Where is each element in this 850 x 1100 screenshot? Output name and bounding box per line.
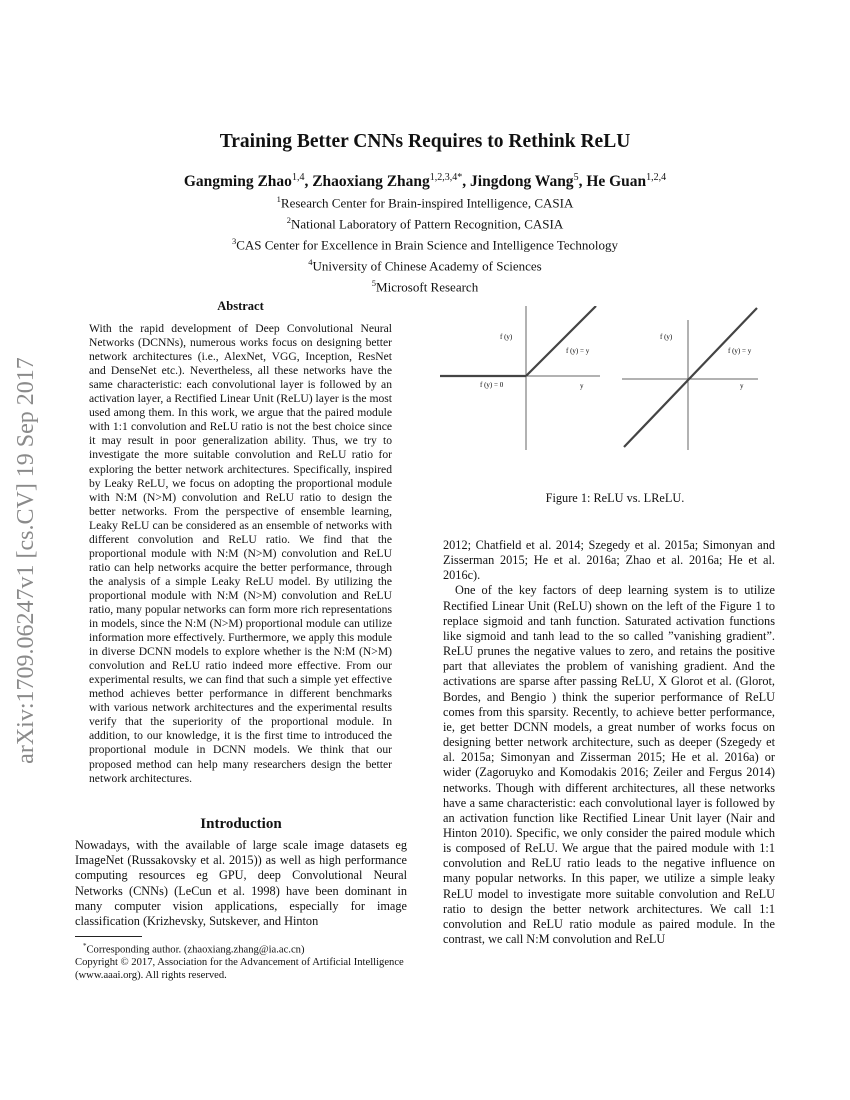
footnote [75,940,409,983]
lrelu-line [624,308,757,447]
abstract-body: With the rapid development of Deep Convolutional Neural Networks (DCNNs), numerous works focus on designing better network architectures (i.e., AlexNet, VGG, Inception, ResNet and DenseNet etc.). Nevertheless, all these networks have the same characteristic: each convolutional layer is followed by an activation layer, a Rectified Linear Unit (ReLU) layer is the most used among them. In this work, we argue that the paired module with 1:1 convolution and ReLU ratio is not the best choice since it may result in poor generalization ability. Thus, we try to investigate the more suitable convolution and ReLU ratio for exploring the better network architectures. Specifically, inspired by Leaky ReLU, we focus on adopting the proportional module with N:M (N>M) convolution and ReLU ratio to design the better networks. From the perspective of ensemble learning, Leaky ReLU can be considered as an ensemble of networks with different convolution and ReLU ratio. We find that the proportional module with N:M (N>M) convolution and ReLU ratio can help networks acquire the better performance, through the analysis of a simple Leaky ReLU model. By utilizing the proportional module with N:M (N>M) convolution and ReLU ratio, many popular networks can form more rich representations in models, since the N:M (N>M) proportional module can utilize information more effectively. Furthermore, we apply this module in diverse DCNN models to explore whether is the N:M (N>M) convolution and ReLU ratio indeed more effective. From our experimental results, we can find that such a simple yet effective method achieves better performance in different benchmarks with various network architectures and the experimental results verify that the superiority of the proportional module. In addition, to our knowledge, it is the first time to introduced the proportional module in DCNN models. We think that our proposed method can help many researchers design the better network architectures. [89,322,392,785]
abstract-heading: Abstract [217,299,264,313]
affiliation-list [0,191,850,296]
author: He Guan$^{1,2,4}$ [586,172,667,191]
figure-caption: Figure 1: ReLU vs. LReLU. [545,491,685,505]
affiliation: $^1$Research Center for Brain-inspired Intelligence, CASIA [276,194,574,211]
abstract-section [89,299,392,786]
copyright-note: Copyright © 2017, Association for the Advancement of Artificial Intelligence (www.aaai.org). All rights reserved. [75,957,404,982]
lrelu-plot [622,308,758,450]
figure-relu-vs-lrelu [440,306,790,506]
author: Zhaoxiang Zhang$^{1,2,3,4*}$, [312,172,471,191]
introduction-paragraph: Nowadays, with the available of large scale image datasets eg ImageNet (Russakovsky et al. 2015)) as well as high performance computing resources eg GPU, deep Convolutional Neural Networks (CNNs) (LeCun et al. 1998) have been dominant in many computer vision applications, especially for image classification (Krizhevsky, Sutskever, and Hinton [75,838,407,929]
lrelu-pos-label: f (y) = y [728,347,752,355]
relu-fy-label: f (y) [500,333,513,341]
footnote-rule [75,936,142,937]
relu-x-label: y [580,382,584,390]
paper-title: Training Better CNNs Requires to Rethink ReLU [219,131,631,152]
affiliation: $^4$University of Chinese Academy of Sciences [308,256,542,274]
lrelu-x-label: y [740,382,744,390]
affiliation: $^5$Microsoft Research [371,277,479,295]
paragraph-citations: 2012; Chatfield et al. 2014; Szegedy et al. 2015a; Simonyan and Zisserman 2015; He et al. 2016a; Zhao et al. 2016a; He et al. 2016c). [443,538,775,583]
author: Gangming Zhao$^{1,4}$, [183,172,313,191]
relu-neg-label: f (y) = 0 [480,381,504,389]
paragraph-relu-motivation: One of the key factors of deep learning system is to utilize Rectified Linear Unit (ReLU) shown on the left of the Figure 1 to replace sigmoid and tanh function. Saturated activation functions like sigmoid and tanh lead to the so called ”vanishing gradient”. ReLU prunes the negative values to zero, and retains the positive part that alleviates the problem of vanishing gradient. And the activations are sparse after passing ReLU, X Glorot et al. (Glorot, Bordes, and Bengio ) think the superior performance of ReLU comes from this sparsity. Recently, to achieve better performance, ie, get better DCNN models, a great number of works focus on designing better network architecture, such as deeper (Szegedy et al. 2015a; Simonyan and Zisserman 2015; He et al. 2016a) or wider (Zagoruyko and Komodakis 2016; Zeiler and Fergus 2014) networks. Though with different architectures, all these networks have a same characteristic: each convolutional layer is followed by an activation function like Rectified Linear Unit layer (Nair and Hinton 2010). Specific, we only consider the paired module which is composed of ReLU. We argue that the paired module with 1:1 convolution and ReLU ratio leads to the negative influence on many popular networks. In this paper, we utilize a simple leaky ReLU model to investigate more suitable convolution and ReLU ratio to design the better network architectures. We call 1:1 convolution and ReLU ratio module as paired module. In the contrast, we call N:M convolution and ReLU [443,583,775,947]
right-column-body [443,538,775,947]
affiliation: $^2$National Laboratory of Pattern Recognition, CASIA [286,214,564,232]
affiliation: $^3$CAS Center for Excellence in Brain Science and Intelligence Technology [231,235,619,253]
relu-plot [440,306,600,450]
introduction-body [75,838,407,929]
author: Jingdong Wang$^5$, [470,172,587,191]
arxiv-id: arXiv:1709.06247v1 [cs.CV] 19 Sep 2017 [12,356,39,764]
lrelu-fy-label: f (y) [660,333,673,341]
corresponding-author-note: *Corresponding author. (zhaoxiang.zhang@ia.ac.cn) [82,942,305,956]
relu-pos-label: f (y) = y [566,347,590,355]
relu-positive-branch [526,306,596,376]
introduction-heading: Introduction [200,816,282,832]
arxiv-stamp [4,290,48,830]
author-list [0,172,850,191]
figure-svg [440,306,790,466]
